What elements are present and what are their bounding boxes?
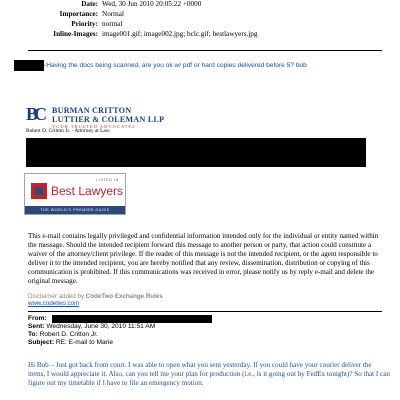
badge-listed-label: LISTED IN xyxy=(96,178,119,182)
header-divider xyxy=(28,50,382,51)
sent-value: Wednesday, June 30, 2010 11:51 AM xyxy=(46,323,156,330)
message-note: -Having the docs being scanned, are you ok w/ pdf or hard copies delivered before 5? bob xyxy=(44,62,307,69)
firm-name-line1: BURMAN CRITTON xyxy=(52,106,132,115)
redaction-box xyxy=(52,315,212,323)
firm-monogram-icon: BC xyxy=(26,104,44,124)
forward-sent xyxy=(28,323,155,331)
to-label: To: xyxy=(28,331,38,338)
header-key: Inline-Images: xyxy=(53,30,98,38)
firm-tagline: YOUR TRUSTED ADVOCATES xyxy=(52,124,136,129)
disclaimer-added-by xyxy=(28,293,163,300)
codetwo-link[interactable]: www.codetwo.com xyxy=(28,300,80,307)
added-by-product: CodeTwo Exchange Rules xyxy=(85,293,163,300)
redaction-box xyxy=(26,138,366,167)
badge-subtitle: THE WORLD'S PREMIER GUIDE xyxy=(25,206,125,214)
best-lawyers-badge xyxy=(24,173,126,215)
redaction-box xyxy=(14,60,44,71)
header-key: Priority: xyxy=(71,20,98,28)
forward-from xyxy=(28,315,47,323)
added-by-prefix: Disclaimer added by xyxy=(28,293,86,300)
header-importance xyxy=(0,10,250,19)
badge-name: Best Lawyers xyxy=(51,184,124,198)
subject-label: Subject: xyxy=(28,339,55,346)
header-value: Normal xyxy=(102,10,124,18)
header-value: Wed, 30 Jun 2010 20:05:22 +0000 xyxy=(102,0,202,8)
from-label: From: xyxy=(28,315,47,322)
header-inline-images xyxy=(0,30,360,39)
header-key: Importance: xyxy=(59,10,98,18)
forward-to xyxy=(28,331,98,339)
header-date xyxy=(0,0,250,9)
forward-subject xyxy=(28,339,113,347)
confidentiality-disclaimer: This e-mail contains legally privileged and confidential information intended only for the individual or entity named within the message. Should the intended recipient forward this message to another person or party, that action could constitute a waiver of the attorney/client privilege. If the reader of this message is not the intended recipient, or the agent responsible to deliver it to the intended recipient, you are hereby notified that any review, dissemination, distribution or copying of this communication is prohibited. If this communications was received in error, please notify us by reply e-mail and delete the original message. xyxy=(28,232,379,285)
reply-body: Hi Bob – Just got back from court. I was able to open what you sent yesterday. If you could have your courier deliver the items, I would appreciate it. Also, can you tell me your plan for production (i.e., is it going out by FedEx tonight)? So that I can figure out my timetable if I have to file an emergency motion. xyxy=(28,361,390,388)
best-lawyers-mark-icon xyxy=(31,183,47,199)
header-key: Date: xyxy=(81,0,98,8)
forward-divider xyxy=(28,311,382,312)
sent-label: Sent: xyxy=(28,323,45,330)
header-value: image001.gif; image002.jpg; bclc.gif; bestlawyers.jpg xyxy=(102,30,258,38)
to-value: Robert D. Critton Jr. xyxy=(39,331,98,338)
firm-name-line2: LUTTIER & COLEMAN LLP xyxy=(52,115,165,124)
subject-value: RE: E-mail to Marie xyxy=(55,339,114,346)
header-value: normal xyxy=(102,20,123,28)
header-priority xyxy=(0,20,250,29)
attorney-title: Robert D. Critton Jr. · Attorney at Law xyxy=(26,128,110,134)
